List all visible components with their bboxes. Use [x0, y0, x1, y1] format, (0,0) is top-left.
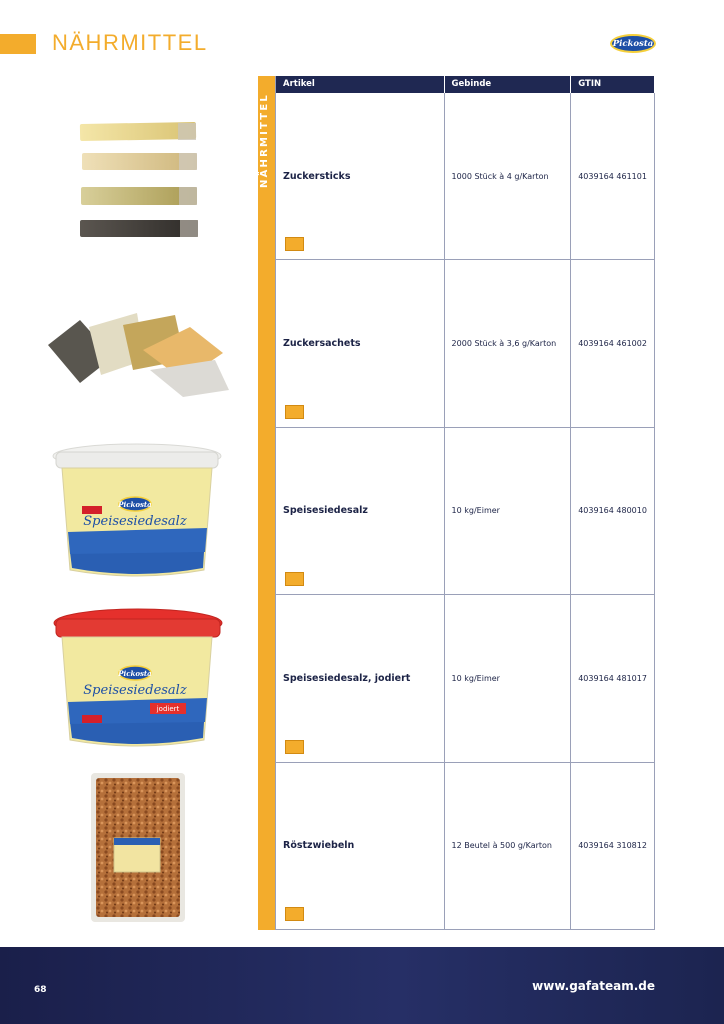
bucket-logo-text: Pickosta [118, 669, 152, 678]
product-name-cell [276, 595, 445, 761]
gebinde-cell [445, 93, 572, 259]
product-name: Speisesiedesalz [283, 505, 368, 517]
sugar-stick-4 [80, 220, 198, 237]
gebinde-value: 10 kg/Eimer [451, 673, 500, 683]
page-number: 68 [34, 985, 47, 995]
table-row [276, 763, 655, 930]
sugar-sachets-image [45, 305, 235, 400]
salt-bucket-image [52, 440, 227, 585]
website-link[interactable]: www.gafateam.de [532, 979, 655, 993]
table-row [276, 595, 655, 762]
product-name: Röstzwiebeln [283, 840, 355, 852]
gebinde-value: 2000 Stück à 3,6 g/Karton [451, 339, 557, 349]
pickosta-logo [610, 34, 656, 53]
gtin-value: 4039164 481017 [578, 673, 647, 683]
product-name-cell [276, 763, 445, 929]
gebinde-cell [445, 763, 572, 929]
gebinde-value: 1000 Stück à 4 g/Karton [451, 171, 549, 181]
gtin-cell [571, 93, 655, 259]
label-badge-icon [285, 572, 304, 586]
iodized-salt-bucket-image [52, 605, 227, 755]
product-name-cell [276, 428, 445, 594]
product-name: Zuckersticks [283, 170, 351, 182]
label-badge-icon [285, 237, 304, 251]
gtin-value: 4039164 310812 [578, 841, 647, 851]
bucket-product-text: Speisesiedesalz [83, 514, 187, 529]
sugar-stick-2 [82, 153, 197, 170]
gtin-value: 4039164 480010 [578, 506, 647, 516]
category-side-label [258, 76, 275, 930]
table-row [276, 428, 655, 595]
sachet-white [150, 360, 229, 397]
product-name: Speisesiedesalz, jodiert [283, 672, 411, 684]
bucket-product-text: Speisesiedesalz [83, 683, 187, 698]
gebinde-cell [445, 428, 572, 594]
gtin-cell [571, 595, 655, 761]
sugar-stick-3 [81, 187, 197, 205]
product-name-cell [276, 93, 445, 259]
gtin-cell [571, 428, 655, 594]
product-name-cell [276, 260, 445, 426]
roasted-onions-image [88, 770, 188, 925]
bucket-logo-text: Pickosta [118, 500, 152, 509]
gtin-value: 4039164 461101 [578, 171, 647, 181]
column-header-gtin: GTIN [571, 76, 655, 93]
gtin-cell [571, 260, 655, 426]
table-row [276, 93, 655, 260]
product-name: Zuckersachets [283, 338, 361, 350]
page-title: NÄHRMITTEL [52, 30, 208, 55]
label-badge-icon [285, 740, 304, 754]
column-header-gebinde: Gebinde [445, 76, 572, 93]
gebinde-cell [445, 260, 572, 426]
sugar-stick-1 [80, 122, 196, 141]
sugar-sticks-image [70, 115, 210, 245]
gtin-value: 4039164 461002 [578, 339, 647, 349]
iodized-tag: jodiert [156, 705, 180, 713]
logo-text: Pickosta [612, 38, 654, 49]
label-badge-icon [285, 405, 304, 419]
gebinde-cell [445, 595, 572, 761]
gtin-cell [571, 763, 655, 929]
label-badge-icon [285, 907, 304, 921]
gebinde-value: 10 kg/Eimer [451, 506, 500, 516]
gebinde-value: 12 Beutel à 500 g/Karton [451, 841, 553, 851]
column-header-artikel: Artikel [276, 76, 445, 93]
product-table [275, 76, 655, 930]
table-header [276, 76, 655, 93]
header-accent-bar [0, 34, 36, 54]
table-row [276, 260, 655, 427]
